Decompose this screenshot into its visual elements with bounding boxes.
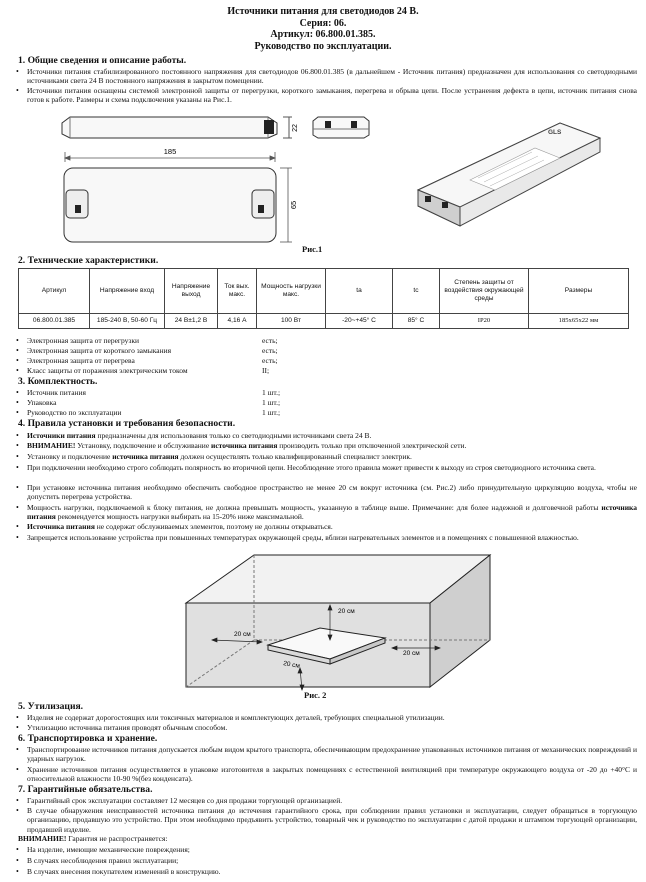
spec-cell: 4,16 А xyxy=(218,314,257,329)
bold-term: Источники питания xyxy=(27,431,96,440)
section-3-title: 3. Комплектность. xyxy=(18,376,98,387)
s5-bullet-2: • Утилизацию источника питания проводят обычным способом. xyxy=(27,723,637,732)
article-line: Артикул: 06.800.01.385. xyxy=(270,29,376,40)
kit-label: Руководство по эксплуатации xyxy=(27,408,122,417)
figure-2-caption: Рис. 2 xyxy=(304,690,327,700)
s4-bullet-5: • При установке источника питания необходимо обеспечить свободное пространство не менее 20 см вокруг источника (см. Рис.2) либо принудительную циркуляцию воздуха, чтобы не допустить перегрева устройства. xyxy=(27,483,637,502)
spec-cell: IP20 xyxy=(440,314,529,329)
brand-logo: GLS xyxy=(548,129,562,136)
kit-label: Источник питания xyxy=(27,388,87,397)
prop-value: есть; xyxy=(262,336,278,345)
bold-term: источника питания xyxy=(211,441,278,450)
warning-text: Гарантия не распространяется: xyxy=(66,834,168,843)
s7-exclusion-1: • На изделие, имеющие механические повреждения; xyxy=(27,845,637,854)
s4-bullet-8: • Запрещается использование устройства при повышенных температурах окружающей среды, вблизи нагревательных элементов и в помещениях с повышенной влажностью. xyxy=(27,533,637,542)
bullet-text: производить только при отключенной электрической сети. xyxy=(277,441,467,450)
figure-1-caption: Рис.1 xyxy=(302,244,323,254)
spec-header: Артикул xyxy=(19,269,90,314)
spec-cell: 85° С xyxy=(393,314,440,329)
bullet-text: Установку и подключение xyxy=(27,452,113,461)
s6-bullet-1: • Транспортирование источников питания допускается любым видом крытого транспорта, обеспечивающим предохранение упакованных источников питания от механических повреждений и ударных нагрузок. xyxy=(27,745,637,764)
kit-qty: 1 шт.; xyxy=(262,388,281,397)
s1-paragraph-1: • Источники питания стабилизированного постоянного напряжения для светодиодов 06.800.01.385 (в дальнейшем - Источник питания) предназначен для использования со светодиодными источниками света 24 В постоянного напряжения в закрытом помещении. xyxy=(27,67,637,86)
clearance-front-label: 20 см xyxy=(282,660,301,670)
manual-line: Руководство по эксплуатации. xyxy=(254,40,392,52)
spec-header: Мощность нагрузки макс. xyxy=(257,269,326,314)
bold-term: Источника питания xyxy=(27,522,95,531)
spec-header: Размеры xyxy=(529,269,629,314)
kit-qty: 1 шт.; xyxy=(262,408,281,417)
bullet-text: предназначены для использования только со светодиодными источниками света 24 В. xyxy=(95,431,372,440)
kit-label: Упаковка xyxy=(27,398,57,407)
prop-value: II; xyxy=(262,366,270,375)
spec-cell: 06.800.01.385 xyxy=(19,314,90,329)
bullet-text: рекомендуется мощность нагрузки выбирать на 15-20% ниже максимальной. xyxy=(55,512,304,522)
spec-header: Ток вых. макс. xyxy=(218,269,257,314)
prop-label: Класс защиты от поражения электрическим током xyxy=(27,366,188,375)
enclosure-box xyxy=(186,555,490,687)
spec-cell: 24 В±1,2 В xyxy=(165,314,218,329)
s4-bullet-4: • При подключении необходимо строго соблюдать полярность во вторичной цепи. Несоблюдение этого правила может привести к выходу из строя светодиодного источника света. xyxy=(27,463,637,472)
spec-header: tc xyxy=(393,269,440,314)
section-7-title: 7. Гарантийные обязательства. xyxy=(18,784,153,795)
section-2-title: 2. Технические характеристики. xyxy=(18,255,159,266)
bullet-text: должен осуществлять только квалифицированный специалист электрик. xyxy=(178,452,412,461)
s6-bullet-2: • Хранение источников питания осуществляется в упаковке изготовителя в закрытых помещениях с естественной вентиляцией при температуре окружающего воздуха от -20 до +40°С и относительной влажности 10-90 %(без конденсата). xyxy=(27,765,637,784)
section-6-title: 6. Транспортировка и хранение. xyxy=(18,733,158,744)
s7-bullet-2: • В случае обнаружения неисправностей источника питания до истечения гарантийного срока, при соблюдении правил установки и эксплуатации, следует обращаться в торгующую организацию, продавшую это устройство. При этом необходимо предъявить устройство, товарный чек и руководство по эксплуатации с датой продажи и штампом торгующей организации, продавшей изделие. xyxy=(27,806,637,834)
bullet-text: Установку, подключение и обслуживание xyxy=(75,441,212,450)
bullet-text: Мощность нагрузки, подключаемой к блоку питания, не должна превышать мощность, указанную в таблице выше. Примечание: для более надежной и долговечной работы xyxy=(27,503,602,512)
spec-header: Напряжение выход xyxy=(165,269,218,314)
spec-cell: 185х65х22 мм xyxy=(529,314,629,329)
prop-value: есть; xyxy=(262,356,278,365)
spec-cell: -20~+45° С xyxy=(326,314,393,329)
s7-bullet-1: • Гарантийный срок эксплуатации составляет 12 месяцев со дня продажи торгующей организацией. xyxy=(27,796,637,805)
clearance-right-label: 20 см xyxy=(403,650,420,657)
spec-header: ta xyxy=(326,269,393,314)
clearance-left-label: 20 см xyxy=(234,631,251,638)
prop-label: Электронная защита от перегрева xyxy=(27,356,135,365)
section-5-title: 5. Утилизация. xyxy=(18,701,84,712)
dim-height: 22 xyxy=(292,124,299,132)
s5-bullet-1: • Изделия не содержат дорогостоящих или токсичных материалов и комплектующих деталей, требующих специальной утилизации. xyxy=(27,713,637,722)
s7-warning xyxy=(18,834,638,843)
dim-length: 185 xyxy=(163,147,177,156)
bold-term: источника питания xyxy=(27,503,637,522)
prop-value: есть; xyxy=(262,346,278,355)
warning-label: ВНИМАНИЕ! xyxy=(27,441,76,450)
section-4-title: 4. Правила установки и требования безопасности. xyxy=(18,418,236,429)
series-line: Серия: 06. xyxy=(299,17,347,29)
spec-header: Степень защиты от воздействия окружающей среды xyxy=(440,269,529,314)
bullet-text: не содержат обслуживаемых элементов, поэтому не должны открываться. xyxy=(94,522,333,531)
prop-label: Электронная защита от короткого замыкания xyxy=(27,346,172,355)
s7-exclusion-3: • В случаях внесения покупателем изменений в конструкцию. xyxy=(27,867,637,876)
clearance-top-label: 20 см xyxy=(338,608,355,615)
kit-qty: 1 шт.; xyxy=(262,398,281,407)
document-title: Источники питания для светодиодов 24 В. xyxy=(227,6,419,17)
spec-cell: 185-240 В, 50-60 Гц xyxy=(90,314,165,329)
bold-term: источника питания xyxy=(112,452,179,461)
s1-paragraph-2: • Источники питания оснащены системой электронной защиты от перегрузки, короткого замыкания, перегрева и обрыва цепи. После устранения дефекта в цепи, источник питания снова готов к работе. Размеры и схема подключения указаны на Рис.1. xyxy=(27,86,637,105)
spec-cell: 100 Вт xyxy=(257,314,326,329)
prop-label: Электронная защита от перегрузки xyxy=(27,336,139,345)
spec-header: Напряжение вход xyxy=(90,269,165,314)
s7-exclusion-2: • В случаях несоблюдения правил эксплуатации; xyxy=(27,856,637,865)
section-1-title: 1. Общие сведения и описание работы. xyxy=(18,55,187,66)
warning-label: ВНИМАНИЕ! xyxy=(18,834,67,843)
dim-width: 65 xyxy=(289,200,298,210)
